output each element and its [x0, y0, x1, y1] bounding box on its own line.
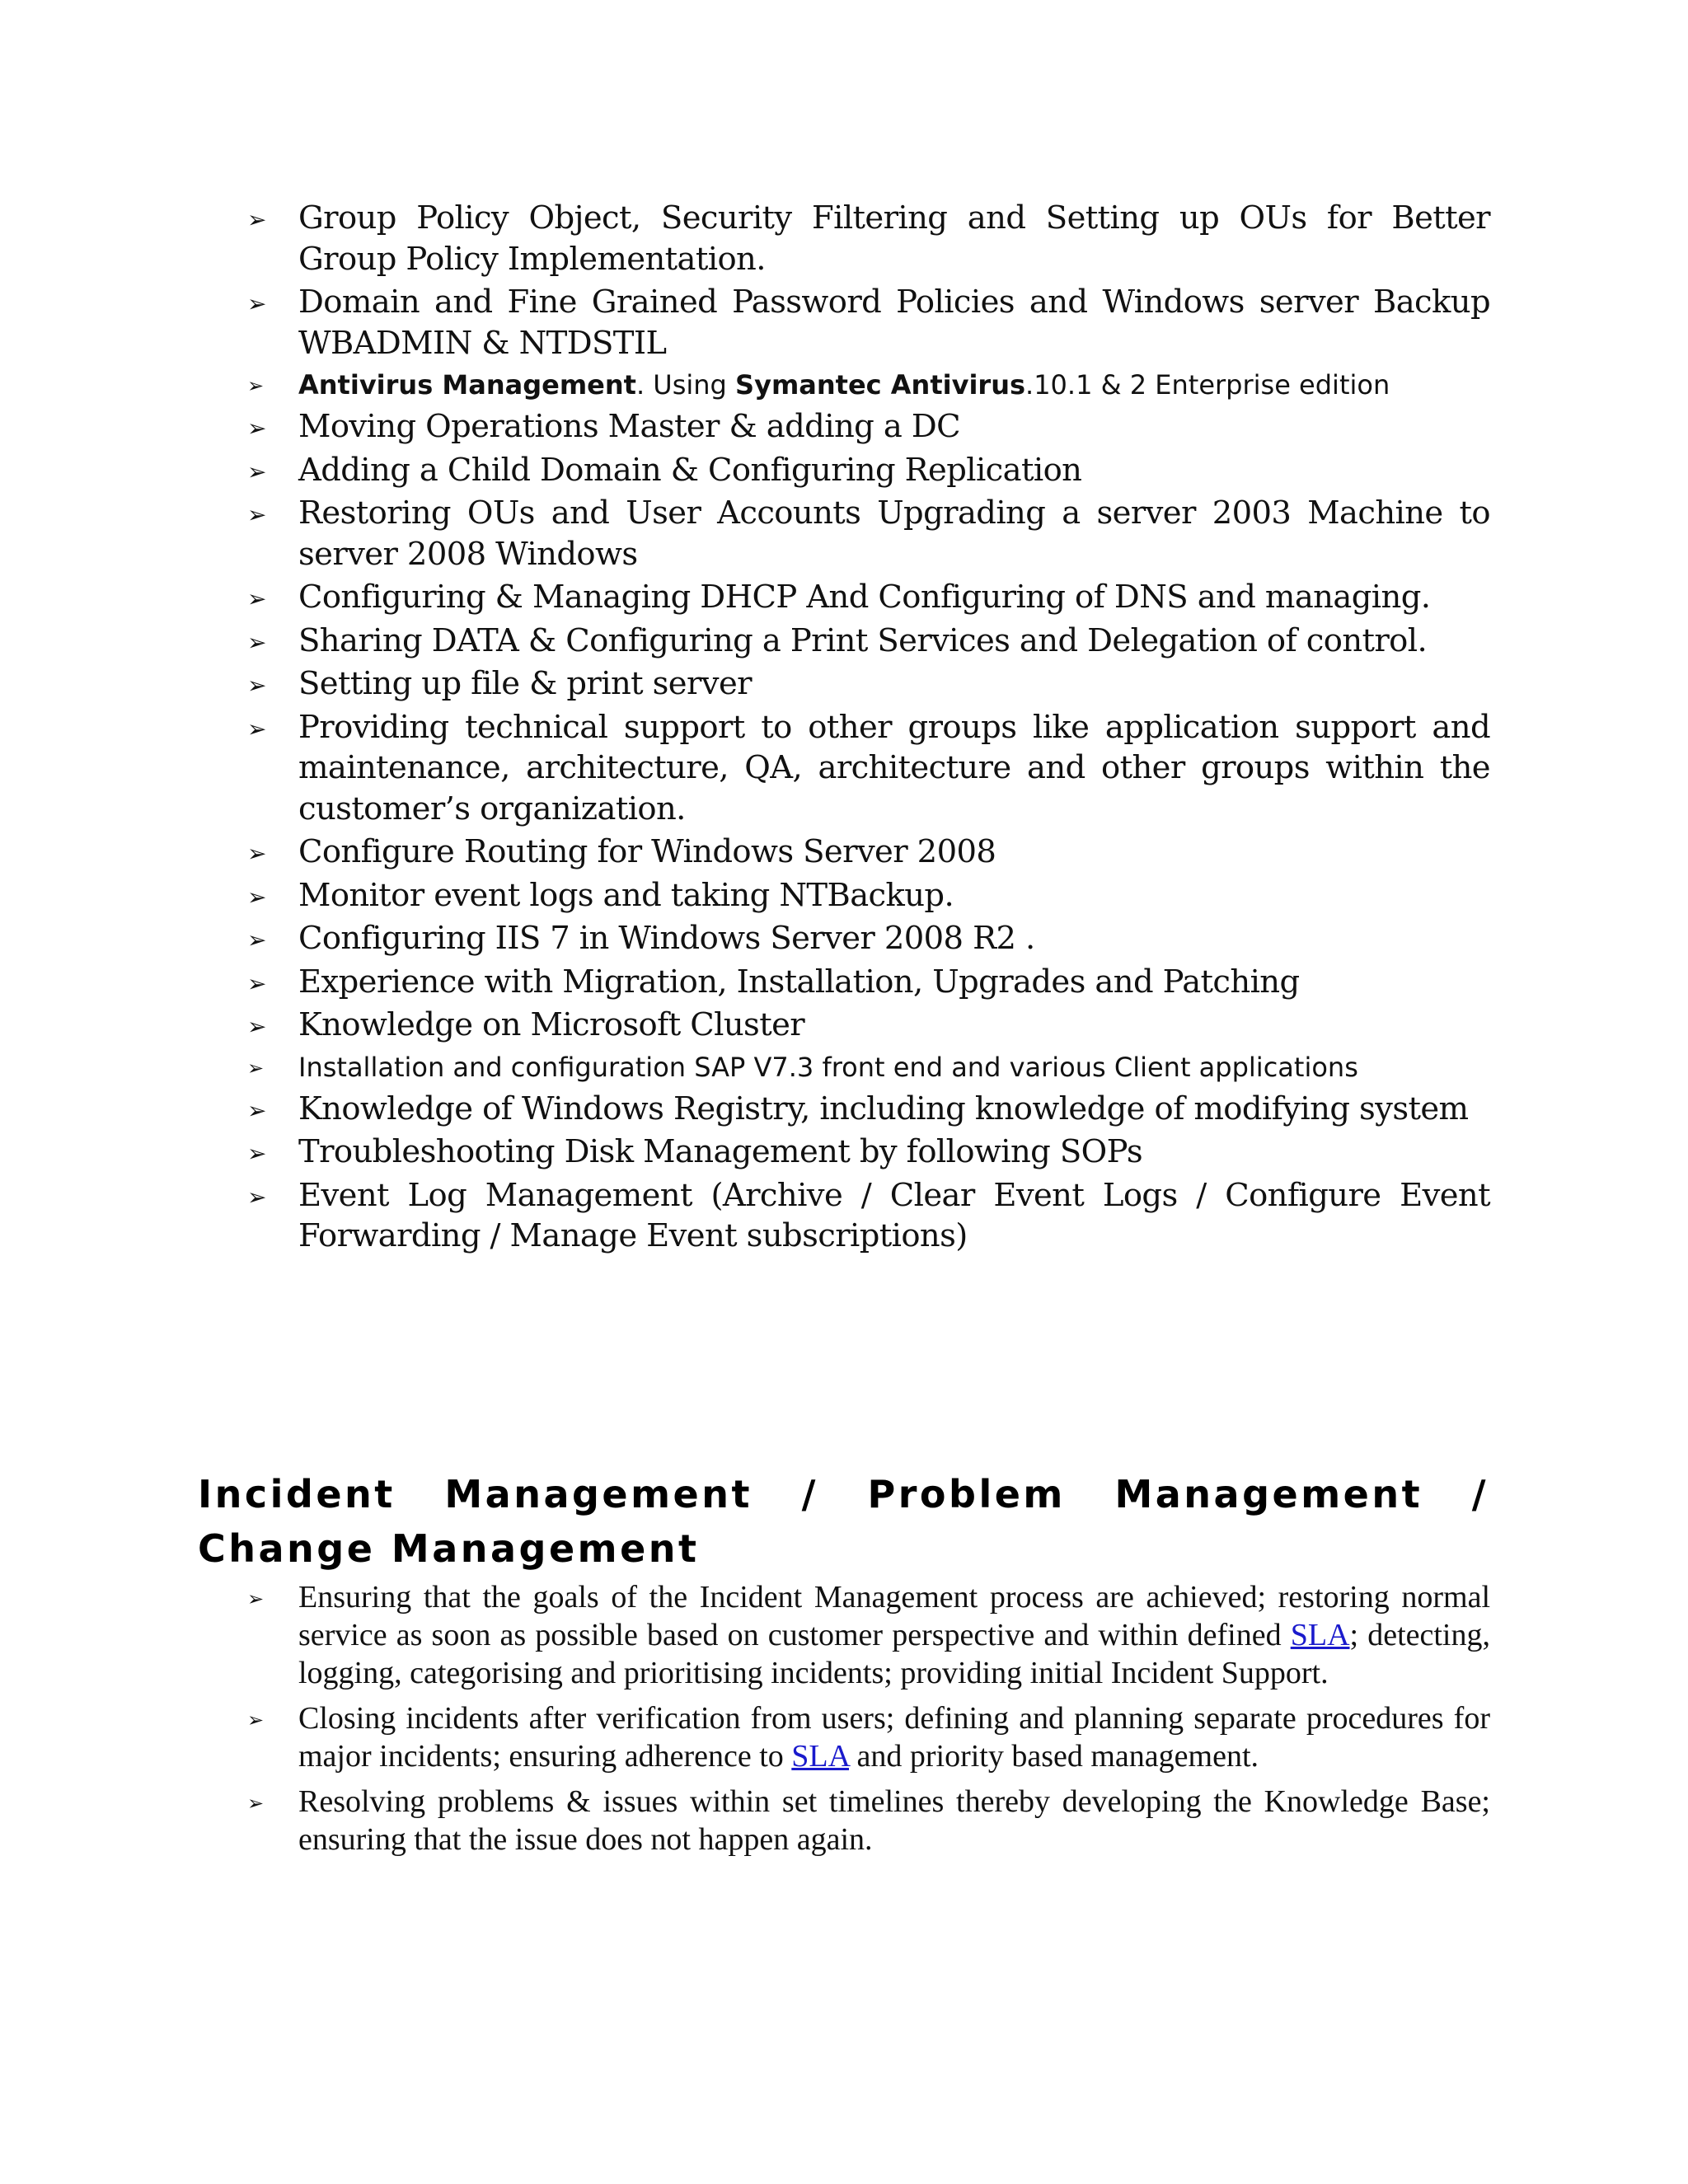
list-item-text: Configure Routing for Windows Server 2008: [298, 833, 996, 870]
list-item-text: Knowledge of Windows Registry, including knowledge of modifying system: [298, 1090, 1469, 1127]
list-item-text: .10.1 & 2 Enterprise edition: [1025, 369, 1390, 401]
list-item: [247, 406, 1490, 448]
list-item: [247, 707, 1490, 830]
list-item-text: Moving Operations Master & adding a DC: [298, 408, 960, 445]
list-item: [247, 962, 1490, 1003]
list-item: [247, 663, 1490, 705]
arrow-bullet-icon: ➢: [247, 1792, 265, 1815]
list-item-text: Installation and configuration SAP V7.3 front end and various Client applications: [298, 1051, 1358, 1083]
list-item-text: Ensuring that the goals of the Incident Management process are achieved; restoring normal service as soon as possible based on customer perspective and within defined: [298, 1580, 1490, 1652]
list-item-text: Experience with Migration, Installation, Upgrades and Patching: [298, 963, 1300, 1001]
list-item: [247, 918, 1490, 959]
list-item-text: Adding a Child Domain & Configuring Replication: [298, 451, 1082, 489]
arrow-bullet-icon: ➢: [247, 585, 266, 612]
list-item-text: Monitor event logs and taking NTBackup.: [298, 876, 954, 914]
list-item: [247, 577, 1490, 618]
arrow-bullet-icon: ➢: [247, 969, 266, 997]
list-item: [247, 493, 1490, 574]
list-item: [247, 1175, 1490, 1257]
list-item-text: Restoring OUs and User Accounts Upgrading a server 2003 Machine to server 2008 Windows: [298, 494, 1490, 573]
arrow-bullet-icon: ➢: [247, 1013, 266, 1040]
list-item: [247, 1048, 1490, 1086]
arrow-bullet-icon: ➢: [247, 672, 266, 699]
sla-link[interactable]: SLA: [791, 1739, 849, 1774]
list-item-text: Providing technical support to other groups like application support and maintenance, architecture, QA, architecture and other groups within the customer’s organization.: [298, 708, 1490, 827]
list-item-text: Sharing DATA & Configuring a Print Services and Delegation of control.: [298, 621, 1428, 659]
list-item-text: and priority based management.: [849, 1739, 1259, 1774]
arrow-bullet-icon: ➢: [247, 457, 266, 485]
list-item: [247, 1005, 1490, 1046]
list-item: [247, 1699, 1490, 1775]
list-item-text: . Using: [635, 369, 736, 401]
list-item: [247, 1783, 1490, 1858]
arrow-bullet-icon: ➢: [247, 374, 265, 397]
list-item: [247, 875, 1490, 916]
arrow-bullet-icon: ➢: [247, 501, 266, 528]
arrow-bullet-icon: ➢: [247, 628, 266, 656]
arrow-bullet-icon: ➢: [247, 1708, 265, 1732]
arrow-bullet-icon: ➢: [247, 840, 266, 867]
list-item: [247, 198, 1490, 279]
arrow-bullet-icon: ➢: [247, 1183, 266, 1211]
skills-list: [247, 198, 1490, 1259]
symantec-antivirus-bold: Symantec Antivirus: [735, 369, 1026, 401]
list-item-text: Knowledge on Microsoft Cluster: [298, 1006, 805, 1043]
antivirus-management-bold: Antivirus Management: [298, 369, 636, 401]
arrow-bullet-icon: ➢: [247, 1587, 265, 1610]
arrow-bullet-icon: ➢: [247, 883, 266, 911]
list-item: [247, 621, 1490, 662]
list-item-text: Event Log Management (Archive / Clear Event Logs / Configure Event Forwarding / Manage Event subscriptions): [298, 1176, 1490, 1254]
list-item: [247, 832, 1490, 873]
list-item-text: Domain and Fine Grained Password Policies and Windows server Backup WBADMIN & NTDSTIL: [298, 284, 1490, 362]
arrow-bullet-icon: ➢: [247, 1056, 265, 1080]
arrow-bullet-icon: ➢: [247, 415, 266, 442]
list-item-text: Configuring IIS 7 in Windows Server 2008 R2 .: [298, 920, 1035, 957]
arrow-bullet-icon: ➢: [247, 715, 266, 743]
list-item-text: ; detecting, logging, categorising and prioritising incidents; providing initial Incident Support.: [298, 1618, 1490, 1690]
arrow-bullet-icon: ➢: [247, 290, 266, 317]
list-item-text: Setting up file & print server: [298, 665, 752, 702]
arrow-bullet-icon: ➢: [247, 206, 266, 233]
list-item: [247, 1132, 1490, 1173]
arrow-bullet-icon: ➢: [247, 1140, 266, 1167]
incident-management-list: [247, 1578, 1490, 1866]
list-item: [247, 282, 1490, 363]
list-item-text: Configuring & Managing DHCP And Configuring of DNS and managing.: [298, 579, 1431, 616]
list-item: [247, 1089, 1490, 1130]
list-item-text: Troubleshooting Disk Management by following SOPs: [298, 1133, 1143, 1170]
list-item-text: Closing incidents after verification from users; defining and planning separate procedures for major incidents; ensuring adherence to: [298, 1701, 1490, 1774]
section-heading: Incident Management / Problem Management / Change Management: [198, 1472, 1489, 1571]
list-item-text: Resolving problems & issues within set timelines thereby developing the Knowledge Base; ensuring that the issue does not happen again.: [298, 1784, 1490, 1857]
list-item: [247, 450, 1490, 491]
arrow-bullet-icon: ➢: [247, 926, 266, 954]
list-item: [247, 1578, 1490, 1692]
arrow-bullet-icon: ➢: [247, 1096, 266, 1124]
list-item-text: Group Policy Object, Security Filtering and Setting up OUs for Better Group Policy Implementation.: [298, 199, 1490, 278]
list-item: [247, 366, 1490, 404]
sla-link[interactable]: SLA: [1290, 1618, 1350, 1652]
